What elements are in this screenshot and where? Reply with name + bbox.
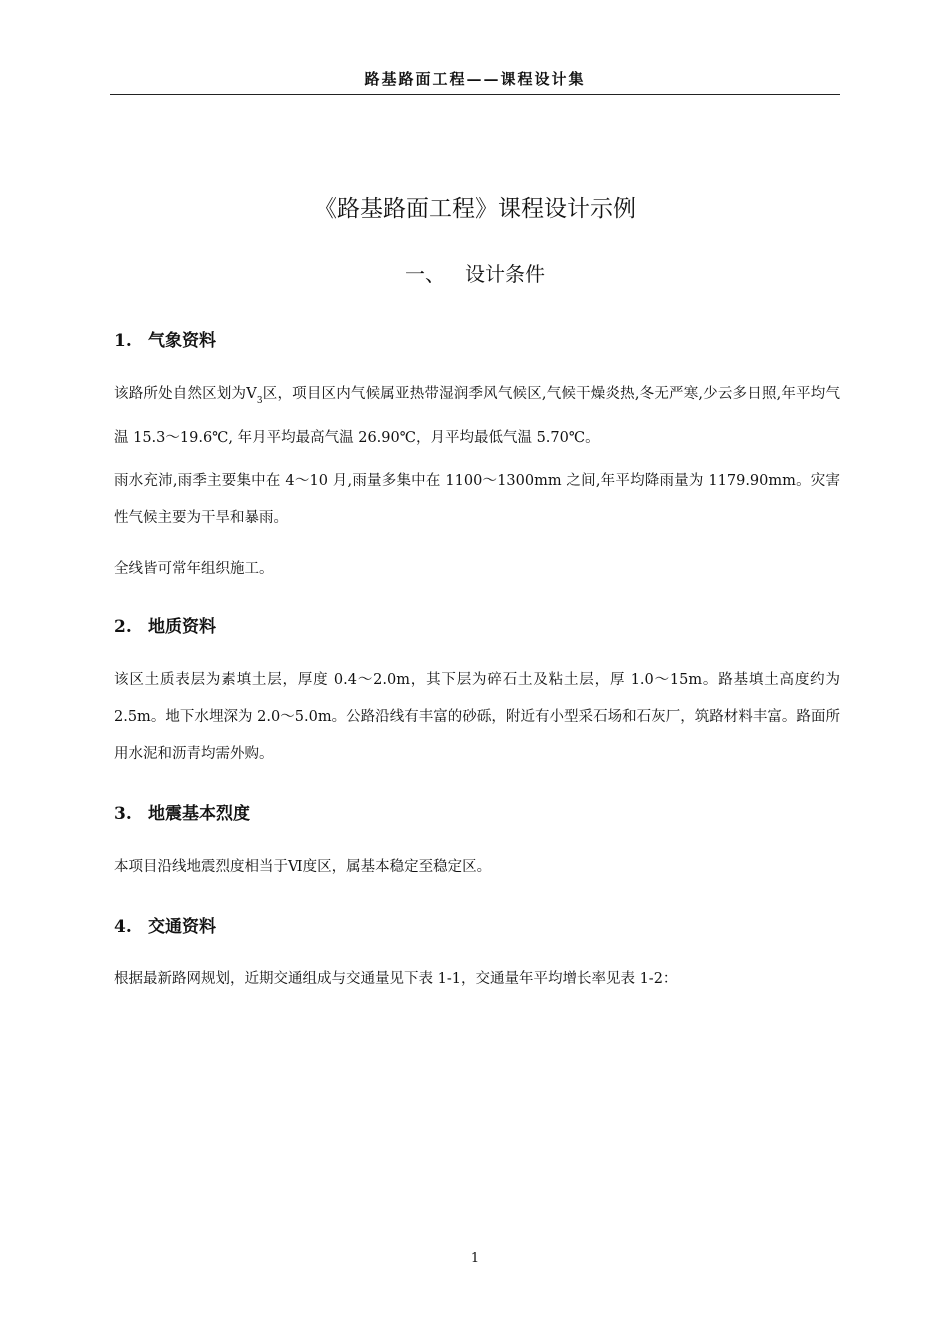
section-heading — [110, 258, 840, 287]
section-number: 一、 — [405, 262, 445, 286]
subscript: 3 — [256, 396, 263, 406]
paragraph-geology: 该区土质表层为素填土层，厚度 0.4～2.0m，其下层为碎石土及粘土层，厚 1.0～15m。路基填土高度约为 2.5m。地下水埋深为 2.0～5.0m。公路沿线有丰富的砂砾，附近有小型采石场和石灰厂，筑路材料丰富。路面所用水泥和沥青均需外购。 — [114, 672, 841, 762]
header-divider — [110, 94, 840, 95]
document-title: 《路基路面工程》课程设计示例 — [314, 196, 636, 222]
subsection-number: 4. — [114, 917, 132, 937]
subsection-heading-geology — [114, 612, 216, 637]
subsection-heading-weather — [114, 326, 216, 351]
paragraph-seismic: 本项目沿线地震烈度相当于Ⅵ度区，属基本稳定至稳定区。 — [114, 859, 492, 875]
paragraph-traffic: 根据最新路网规划，近期交通组成与交通量见下表 1-1，交通量年平均增长率见表 1-2： — [114, 971, 678, 987]
page-number: 1 — [470, 1251, 480, 1266]
subsection-title: 地质资料 — [148, 617, 216, 637]
subsection-number: 3. — [114, 804, 132, 824]
subsection-title: 地震基本烈度 — [148, 804, 250, 824]
subsection-heading-traffic — [114, 912, 216, 937]
paragraph-weather-climate — [114, 376, 840, 457]
subsection-number: 1. — [114, 331, 132, 351]
text-run: 该路所处自然区划为Ⅴ — [114, 386, 257, 402]
section-title: 设计条件 — [465, 262, 545, 286]
text-run: 区，项目区内气候属亚热带湿润季风气候区,气候干燥炎热,冬无严寒,少云多日照,年平均气温 15.3～19.6℃, 年月平均最高气温 26.90℃，月平均最低气温 5.70℃。 — [114, 386, 840, 446]
subsection-title: 气象资料 — [148, 331, 216, 351]
subsection-title: 交通资料 — [148, 917, 216, 937]
paragraph-weather-construction: 全线皆可常年组织施工。 — [114, 561, 274, 577]
running-header: 路基路面工程——课程设计集 — [364, 70, 586, 88]
subsection-number: 2. — [114, 617, 132, 637]
paragraph-weather-rain: 雨水充沛,雨季主要集中在 4～10 月,雨量多集中在 1100～1300mm 之间,年平均降雨量为 1179.90mm。灾害性气候主要为干旱和暴雨。 — [114, 473, 840, 526]
subsection-heading-seismic — [114, 799, 250, 824]
